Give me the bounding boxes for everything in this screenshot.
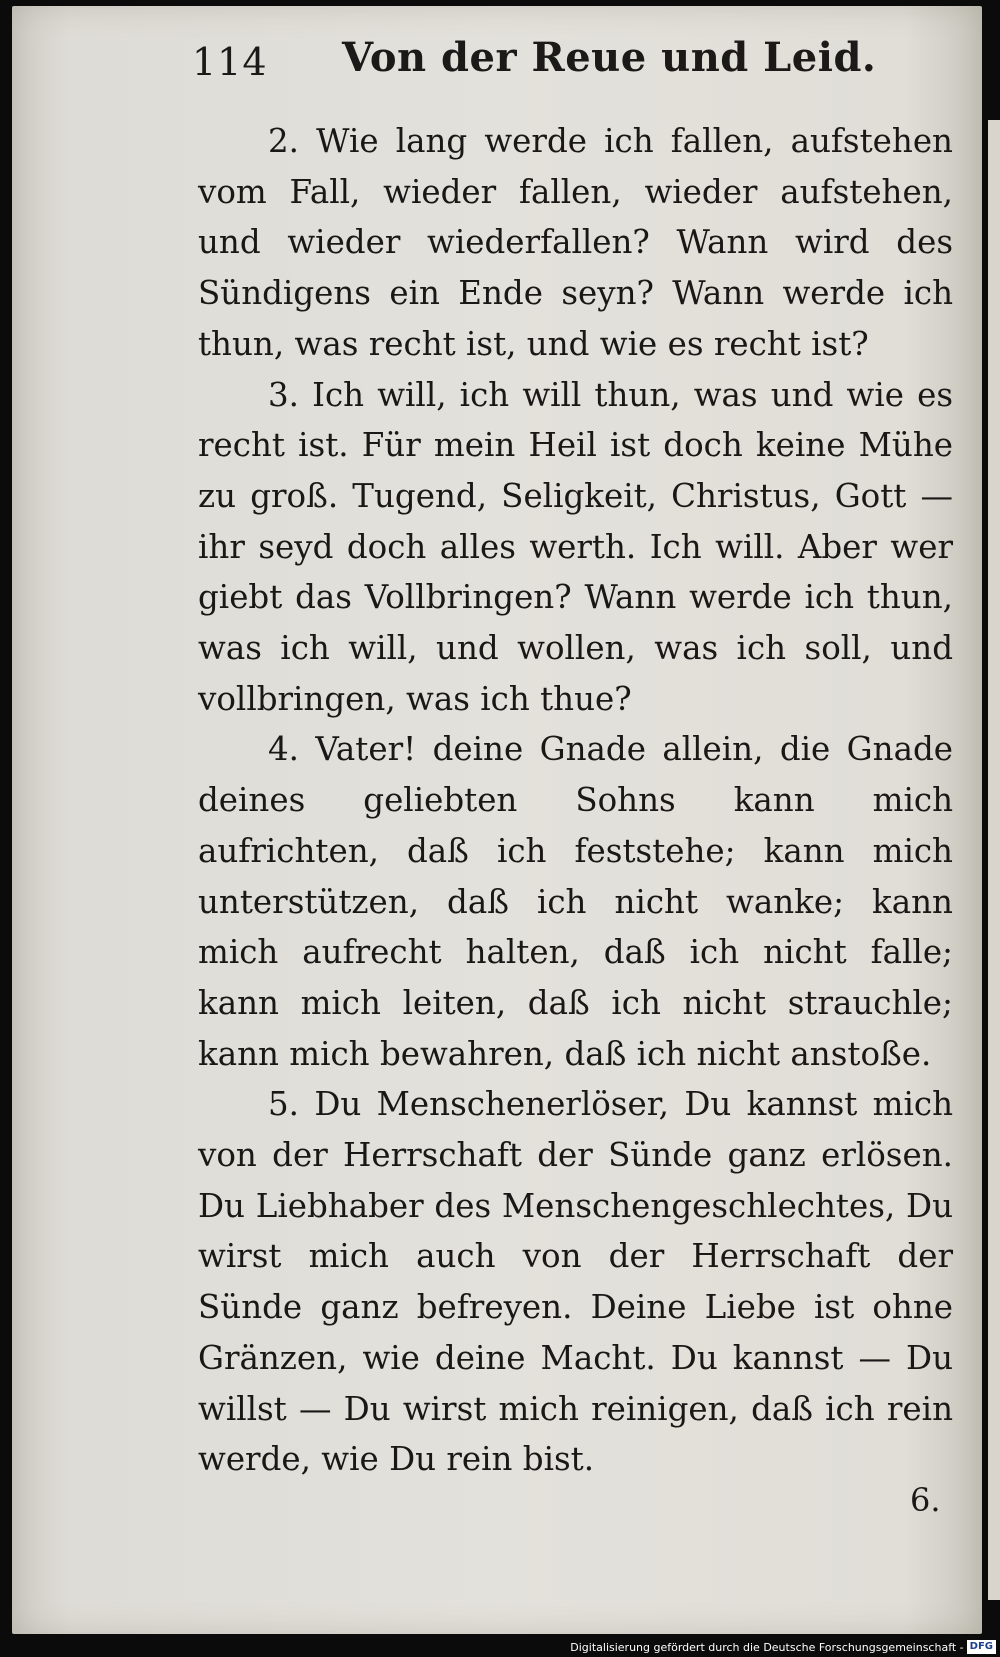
book-page	[12, 6, 982, 1634]
running-title: Von der Reue und Leid.	[342, 34, 877, 81]
body-text	[198, 116, 953, 1485]
page-number: 114	[192, 40, 268, 84]
catchword: 6.	[910, 1481, 941, 1519]
paragraph-2: 2. Wie lang werde ich fallen, aufstehen vom Fall, wieder fallen, wieder aufstehen, und wieder wiederfallen? Wann wird des Sündigens ein Ende seyn? Wann werde ich thun, was recht ist, und wie es recht ist?	[198, 122, 953, 363]
paragraph-4: 4. Vater! deine Gnade allein, die Gnade deines geliebten Sohns kann mich aufrichten, daß ich feststehe; kann mich unterstützen, daß ich nicht wanke; kann mich aufrecht halten, daß ich nicht falle; kann mich leiten, daß ich nicht strauchle; kann mich bewahren, daß ich nicht anstoße.	[198, 730, 953, 1073]
page-header	[192, 34, 952, 94]
digitization-credit	[570, 1638, 996, 1656]
paragraph-5: 5. Du Menschenerlöser, Du kannst mich von der Herrschaft der Sünde ganz erlösen. Du Liebhaber des Menschengeschlechtes, Du wirst mich auch von der Herrschaft der Sünde ganz befreyen. Deine Liebe ist ohne Gränzen, wie deine Macht. Du kannst — Du willst — Du wirst mich reinigen, daß ich rein werde, wie Du rein bist.	[198, 1085, 953, 1479]
dfg-logo-icon: DFG	[967, 1640, 996, 1654]
credit-text: Digitalisierung gefördert durch die Deutsche Forschungsgemeinschaft -	[570, 1640, 964, 1654]
paragraph-3: 3. Ich will, ich will thun, was und wie es recht ist. Für mein Heil ist doch keine Mühe zu groß. Tugend, Seligkeit, Christus, Gott — ihr seyd doch alles werth. Ich will. Aber wer giebt das Vollbringen? Wann werde ich thun, was ich will, und wollen, was ich soll, und vollbringen, was ich thue?	[198, 375, 953, 718]
adjacent-page-edge	[988, 120, 1000, 1600]
